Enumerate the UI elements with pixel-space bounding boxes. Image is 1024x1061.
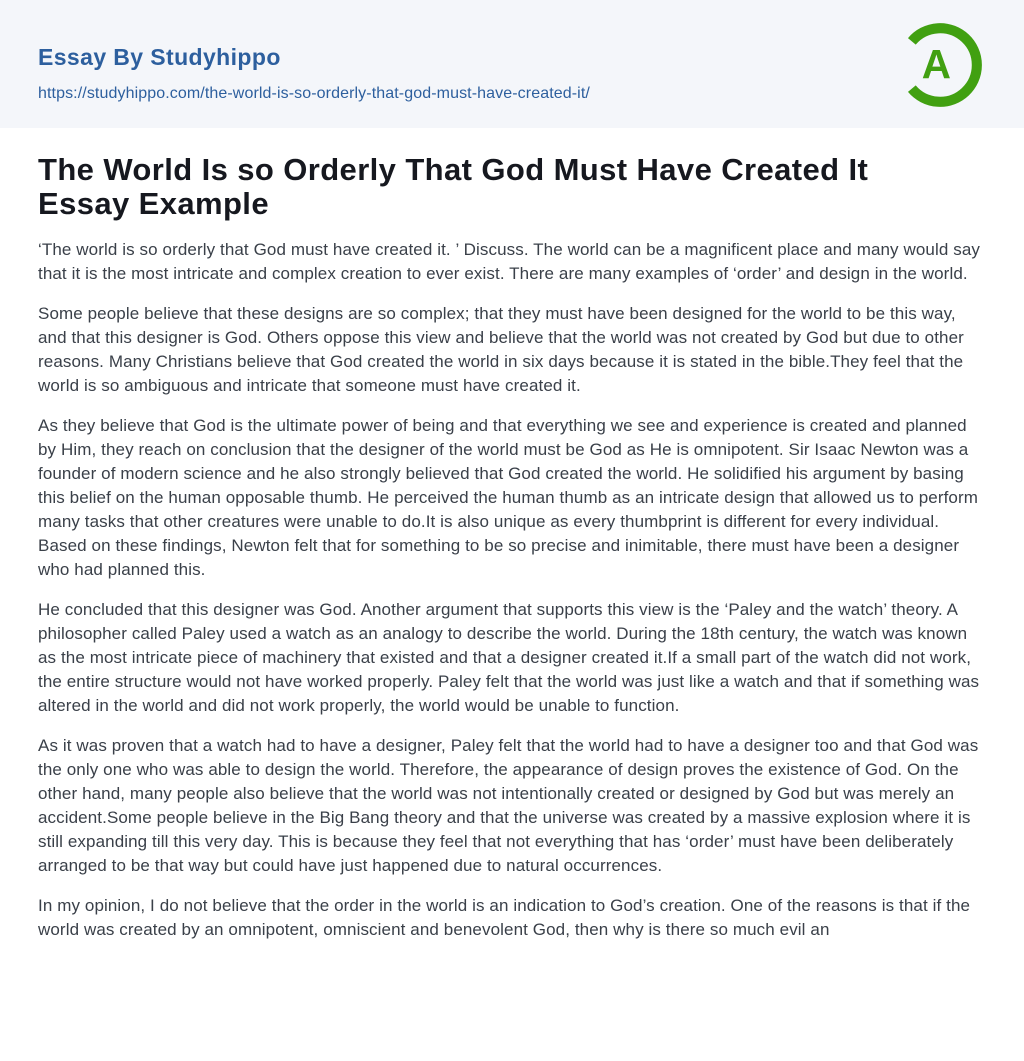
- site-title: Essay By Studyhippo: [38, 44, 281, 70]
- essay-title: The World Is so Orderly That God Must Have Created It Essay Example: [38, 152, 869, 221]
- site-header: [0, 0, 1024, 128]
- page-url-link[interactable]: https://studyhippo.com/the-world-is-so-orderly-that-god-must-have-created-it/: [38, 85, 590, 102]
- essay-content: [0, 128, 1024, 942]
- essay-paragraph-1: ‘The world is so orderly that God must have created it. ’ Discuss. The world can be a magnificent place and many would say that it is the most intricate and complex creation to ever exist. There are many examples of ‘order’ and design in the world.: [38, 240, 980, 283]
- essay-paragraph-2: Some people believe that these designs are so complex; that they must have been designed for the world to be this way, and that this designer is God. Others oppose this view and believe that the world was not created by God but due to other reasons. Many Christians believe that God created the world in six days because it is stated in the bible.They feel that the world is so ambiguous and intricate that someone must have created it.: [38, 304, 964, 395]
- essay-paragraph-4: He concluded that this designer was God. Another argument that supports this view is the ‘Paley and the watch’ theory. A philosopher called Paley used a watch as an analogy to describe the world. During the 18th century, the watch was known as the most intricate piece of machinery that existed and that a designer created it.If a small part of the watch did not work, the entire structure would not have worked properly. Paley felt that the world was just like a watch and that if something was altered in the world and did not work properly, the world would be unable to function.: [38, 600, 980, 715]
- studyhippo-logo[interactable]: [894, 19, 986, 111]
- essay-paragraph-5: As it was proven that a watch had to have a designer, Paley felt that the world had to have a designer too and that God was the only one who was able to design the world. Therefore, the appearance of design proves the existence of God. On the other hand, many people also believe that the world was not intentionally created or designed by God but was merely an accident.Some people believe in the Big Bang theory and that the universe was created by a massive explosion where it is still expanding till this very day. This is because they feel that not everything that has ‘order’ must have been deliberately arranged to be that way but could have just happened due to natural occurrences.: [38, 736, 979, 875]
- essay-paragraph-6: In my opinion, I do not believe that the order in the world is an indication to God’s creation. One of the reasons is that if the world was created by an omnipotent, omniscient and benevolent God, then why is there so much evil an: [38, 896, 971, 939]
- essay-paragraph-3: As they believe that God is the ultimate power of being and that everything we see and experience is created and planned by Him, they reach on conclusion that the designer of the world must be God as He is omnipotent. Sir Isaac Newton was a founder of modern science and he also strongly believed that God created the world. He solidified his argument by basing this belief on the human opposable thumb. He perceived the human thumb as an intricate design that allowed us to perform many tasks that other creatures were unable to do.It is also unique as every thumbprint is different for every individual. Based on these findings, Newton felt that for something to be so precise and inimitable, there must have been a designer who had planned this.: [38, 416, 979, 579]
- logo-letter: A: [921, 40, 951, 87]
- essay-body: [38, 238, 986, 942]
- arc-circle-icon: [894, 19, 986, 111]
